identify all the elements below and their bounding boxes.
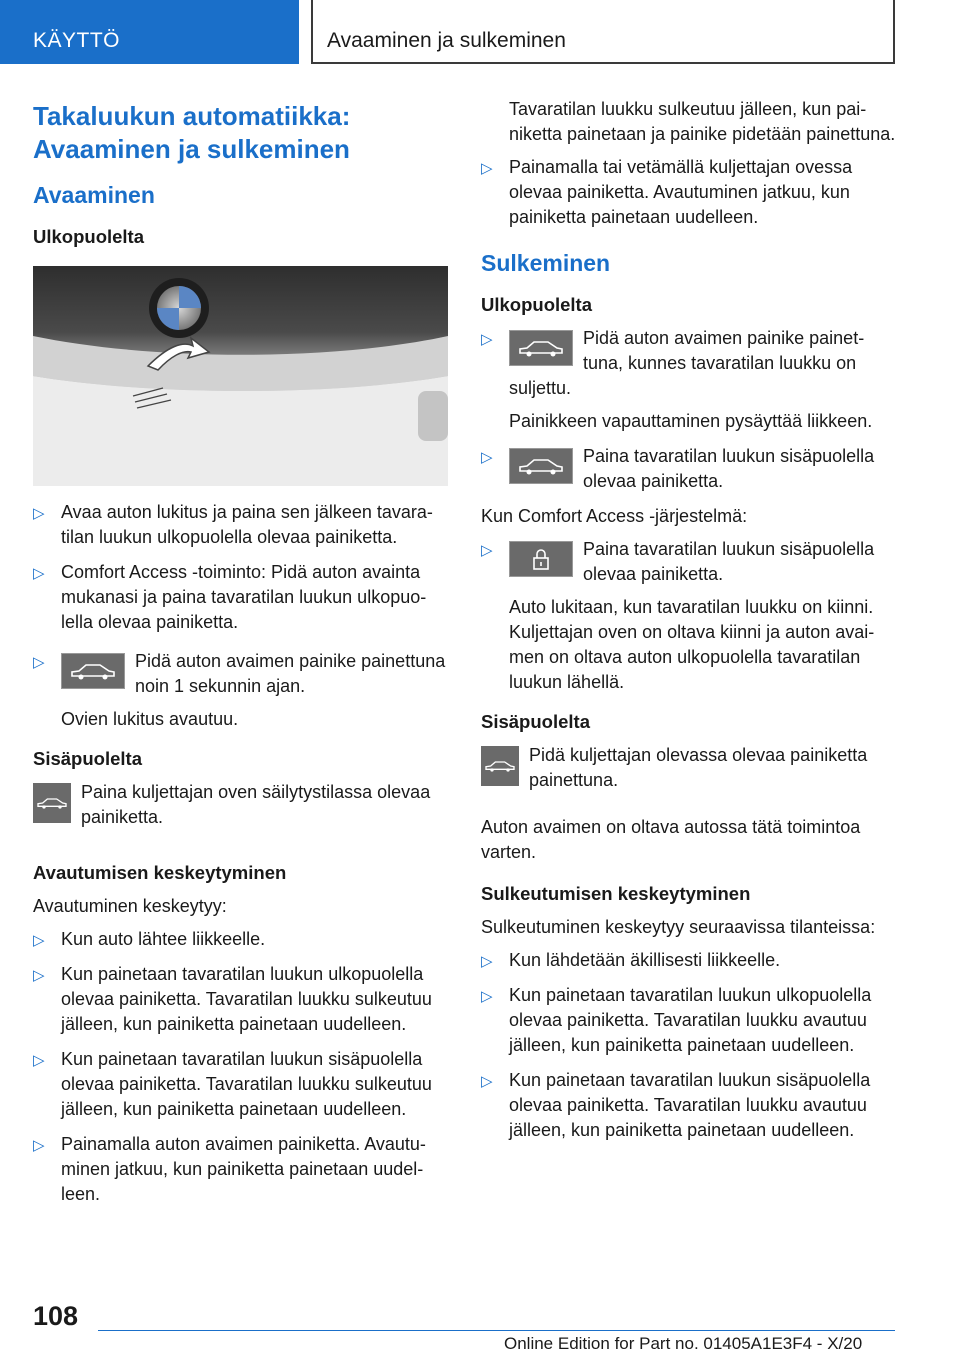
key-note: Auton avaimen on oltava autossa tätä toimintoa varten. — [481, 817, 861, 862]
page-title — [33, 100, 448, 166]
list-item: ▷ Kun painetaan tavaratilan luukun ulkopuolella olevaa painiketta. Tavaratilan luukku sulkeutuu jälleen, kun painiketta painetaan uudelleen. — [33, 964, 432, 1034]
closing-outside-list — [481, 326, 896, 494]
list-item: ▷ Painamalla auton avaimen painiketta. Avautuminen jatkuu, kun painiketta painetaan uudelleen. — [33, 1134, 426, 1204]
page-number: 108 — [33, 1301, 79, 1331]
opening-heading: Avaaminen — [33, 182, 155, 208]
inside-block — [33, 780, 448, 838]
inside-heading: Sisäpuolelta — [33, 748, 142, 769]
car-tailgate-icon — [33, 783, 71, 823]
closing-interrupt-heading: Sulkeutumisen keskeytyminen — [481, 883, 751, 904]
triangle-right-icon: ▷ — [33, 967, 45, 984]
triangle-right-icon: ▷ — [481, 542, 493, 559]
continued-list — [481, 155, 896, 230]
closing-heading: Sulkeminen — [481, 250, 611, 276]
tailgate-button-photo — [33, 266, 448, 486]
result-text: Ovien lukitus avautuu. — [61, 709, 239, 729]
footer-divider — [98, 1330, 895, 1331]
title-line-2: Avaaminen ja sulkeminen — [33, 134, 350, 164]
title-line-1: Takaluukun automatiikka: — [33, 101, 351, 131]
close-note: Painikkeen vapauttaminen pysäyttää liikkeen. — [509, 411, 873, 431]
interrupt-intro: Avautuminen keskeytyy: — [33, 896, 227, 916]
comfort-note: Auto lukitaan, kun tavaratilan luukku on kiinni. Kuljettajan oven on oltava kiinni ja auton avaimen on oltava auton ulkopuolella tavaratilan luukun lähellä. — [509, 597, 875, 692]
triangle-right-icon: ▷ — [481, 953, 493, 970]
list-item: ▷ Paina tavaratilan luukun sisäpuolella olevaa painiketta. — [481, 446, 875, 491]
list-item: ▷ Painamalla tai vetämällä kuljettajan ovessa olevaa painiketta. Avautuminen jatkuu, kun painiketta painetaan uudelleen. — [481, 157, 853, 227]
section-title: Avaaminen ja sulkeminen — [311, 0, 895, 64]
inside-text: Paina kuljettajan oven säilytystilassa olevaa painiketta. — [81, 782, 431, 827]
opening-outside-list — [33, 500, 448, 732]
edition-text: Online Edition for Part no. 01405A1E3F4 - X/20 — [504, 1334, 863, 1353]
chapter-tab[interactable]: KÄYTTÖ — [0, 0, 299, 64]
closing-interrupt-list — [481, 948, 896, 1143]
triangle-right-icon: ▷ — [481, 160, 493, 177]
list-item: ▷ Paina tavaratilan luukun sisäpuolella olevaa painiketta. Auto lukitaan, kun tavaratilan luukku on kiinni. Kuljettajan oven on oltava kiinni ja auton avaimen on oltava auton ulkopuolella tavaratilan luukun lähellä. — [481, 537, 896, 695]
triangle-right-icon: ▷ — [481, 331, 493, 348]
list-item: ▷ Kun painetaan tavaratilan luukun sisäpuolella olevaa painiketta. Tavaratilan luukku sulkeutuu jälleen, kun painiketta painetaan uudelleen. — [33, 1049, 432, 1119]
comfort-intro: Kun Comfort Access -järjestelmä: — [481, 506, 748, 526]
list-item: ▷ Kun painetaan tavaratilan luukun ulkopuolella olevaa painiketta. Tavaratilan luukku avautuu jälleen, kun painiketta painetaan uudelleen. — [481, 985, 872, 1055]
closing-inside-block — [481, 743, 896, 801]
car-tailgate-icon — [509, 448, 573, 484]
list-item: ▷ Pidä auton avaimen painike painettuna noin 1 sekunnin ajan. Ovien lukitus avautuu. — [33, 649, 448, 732]
left-column — [33, 100, 448, 1217]
list-item: ▷ Kun auto lähtee liikkeelle. — [33, 927, 448, 952]
triangle-right-icon: ▷ — [33, 505, 45, 522]
triangle-right-icon: ▷ — [33, 654, 45, 671]
car-tailgate-icon — [509, 330, 573, 366]
comfort-list — [481, 537, 896, 695]
triangle-right-icon: ▷ — [481, 449, 493, 466]
outside-heading: Ulkopuolelta — [33, 226, 145, 247]
interrupt-list — [33, 927, 448, 1207]
closing-outside-heading: Ulkopuolelta — [481, 294, 593, 315]
closing-inside-text: Pidä kuljettajan olevassa olevaa painiketta painettuna. — [529, 745, 868, 790]
triangle-right-icon: ▷ — [481, 988, 493, 1005]
list-item: ▷ Avaa auton lukitus ja paina sen jälkeen tavaratilan luukun ulkopuolella olevaa painiketta. — [33, 502, 433, 547]
continued-text: Tavaratilan luukku sulkeutuu jälleen, kun painiketta painetaan ja painike pidetään painettuna. — [509, 99, 896, 144]
right-column — [481, 97, 896, 1153]
car-tailgate-icon — [481, 746, 519, 786]
list-item: ▷ Pidä auton avaimen painike painettuna, kunnes tavaratilan luukku on suljettu. Painikkeen vapauttaminen pysäyttää liikkeen. — [481, 326, 896, 434]
triangle-right-icon: ▷ — [481, 1073, 493, 1090]
list-item: ▷ Comfort Access -toiminto: Pidä auton avainta mukanasi ja paina tavaratilan luukun ulkopuolella olevaa painiketta. — [33, 562, 427, 632]
triangle-right-icon: ▷ — [33, 932, 45, 949]
closing-inside-heading: Sisäpuolelta — [481, 711, 590, 732]
closing-interrupt-intro: Sulkeutuminen keskeytyy seuraavissa tilanteissa: — [481, 917, 876, 937]
lock-icon — [509, 541, 573, 577]
list-item: ▷ Kun lähdetään äkillisesti liikkeelle. — [481, 948, 896, 973]
car-tailgate-icon — [61, 653, 125, 689]
interrupt-heading: Avautumisen keskeytyminen — [33, 862, 287, 883]
triangle-right-icon: ▷ — [33, 1137, 45, 1154]
list-item: ▷ Kun painetaan tavaratilan luukun sisäpuolella olevaa painiketta. Tavaratilan luukku avautuu jälleen, kun painiketta painetaan uudelleen. — [481, 1070, 871, 1140]
triangle-right-icon: ▷ — [33, 565, 45, 582]
triangle-right-icon: ▷ — [33, 1052, 45, 1069]
